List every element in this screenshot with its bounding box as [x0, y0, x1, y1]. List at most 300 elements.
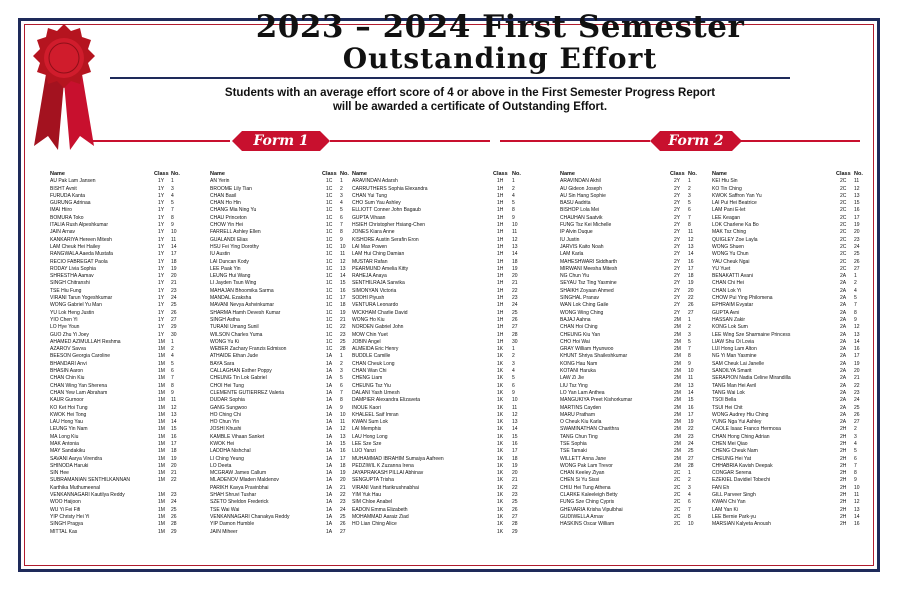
student-class: 1K	[497, 404, 504, 411]
student-number: 18	[688, 273, 694, 280]
student-class: 1A	[326, 360, 333, 367]
student-name: WU Yi Fei Fifi	[50, 506, 81, 513]
student-class: 2Y	[674, 273, 681, 280]
list-item	[560, 324, 710, 331]
student-number: 5	[854, 448, 857, 455]
student-class: 2M	[674, 404, 681, 411]
student-name: CHOW Pui Ying Philomena	[712, 295, 773, 302]
student-number: 3	[340, 368, 343, 375]
student-name: SZETO Sheldon Frederick	[210, 499, 269, 506]
student-class: 1H	[497, 200, 504, 207]
student-class: 2M	[674, 462, 681, 469]
student-name: TSUI Hei Chit	[712, 404, 743, 411]
student-name: LI Jayden Tsun Wing	[210, 280, 257, 287]
student-name: WONG Shuen	[712, 243, 744, 250]
list-item	[50, 434, 210, 441]
student-name: LAI Pui Hei Beatrice	[712, 200, 757, 207]
form1-ribbon-line-left	[90, 140, 230, 142]
list-item	[50, 302, 210, 309]
student-name: KONG Hau Nam	[560, 360, 598, 367]
student-number: 10	[340, 243, 346, 250]
student-name: CHHABRIA Kavish Deepak	[712, 462, 773, 469]
student-number: 8	[688, 222, 691, 229]
list-item	[210, 302, 352, 309]
student-class: 1A	[326, 448, 333, 455]
header-name: Name	[560, 171, 575, 177]
student-name: KOTANI Haruka	[560, 368, 596, 375]
student-number: 23	[512, 492, 518, 499]
list-item	[352, 485, 530, 492]
list-item	[210, 280, 352, 287]
student-name: AHAMED AZIMULLAH Reshma	[50, 338, 121, 345]
student-number: 28	[512, 521, 518, 528]
student-name: LAW Zi Jie	[560, 375, 584, 382]
list-item	[50, 514, 210, 521]
student-class: 1M	[158, 470, 165, 477]
list-item	[50, 186, 210, 193]
header-no: No.	[340, 171, 349, 177]
student-name: BASU Aadrita	[560, 200, 591, 207]
student-name: QUIGLEY Zoe Layla	[712, 236, 758, 243]
student-name: WILLETT Anna Jane	[560, 455, 607, 462]
list-item	[560, 434, 710, 441]
list-item	[560, 193, 710, 200]
student-class: 1A	[326, 419, 333, 426]
student-number: 22	[688, 295, 694, 302]
student-name: MIRWANI Meesha Mitesh	[560, 265, 618, 272]
student-name: LAU Hong Long	[352, 433, 388, 440]
student-class: 1H	[497, 229, 504, 236]
student-name: YUNG Nga Yui Ashley	[712, 419, 762, 426]
list-item	[560, 375, 710, 382]
list-item	[50, 383, 210, 390]
student-number: 15	[340, 440, 346, 447]
student-number: 14	[171, 243, 177, 250]
student-number: 10	[340, 411, 346, 418]
list-item	[50, 477, 210, 484]
list-item	[352, 186, 530, 193]
student-number: 22	[340, 324, 346, 331]
student-name: GUDIWELLA Arnav	[560, 513, 604, 520]
student-class: 2C	[674, 499, 681, 506]
student-number: 6	[340, 382, 343, 389]
student-name: SODHI Piyush	[352, 295, 385, 302]
student-name: BENAKATTI Avani	[712, 273, 753, 280]
student-class: 1C	[326, 236, 333, 243]
list-item	[352, 361, 530, 368]
list-item	[210, 237, 352, 244]
student-number: 15	[340, 280, 346, 287]
student-class: 2H	[840, 513, 847, 520]
student-name: BAJAJ Aahna	[560, 316, 591, 323]
student-number: 7	[688, 506, 691, 513]
student-number: 19	[340, 470, 346, 477]
list-item	[712, 193, 872, 200]
list-item	[560, 463, 710, 470]
student-number: 21	[340, 316, 346, 323]
list-item	[352, 251, 530, 258]
student-name: LAM Hui Ching Damian	[352, 251, 405, 258]
student-number: 28	[688, 462, 694, 469]
student-number: 8	[688, 513, 691, 520]
student-name: CHOI Hei Tung	[210, 382, 244, 389]
list-item	[50, 266, 210, 273]
student-name: HO Lian Ching Alice	[352, 521, 397, 528]
student-number: 14	[340, 273, 346, 280]
student-number: 16	[171, 433, 177, 440]
student-name: ITALIA Rush Alpeshkumar	[50, 222, 108, 229]
student-number: 16	[854, 207, 860, 214]
student-class: 1A	[326, 375, 333, 382]
list-item	[560, 456, 710, 463]
list-item	[210, 339, 352, 346]
student-number: 2	[854, 426, 857, 433]
student-number: 11	[340, 419, 346, 426]
student-class: 2M	[674, 433, 681, 440]
student-name: LAU Hong Yau	[50, 419, 83, 426]
student-number: 13	[340, 265, 346, 272]
student-class: 1Y	[158, 265, 165, 272]
student-number: 26	[512, 316, 518, 323]
student-class: 2H	[840, 433, 847, 440]
header-name: Name	[352, 171, 367, 177]
student-class: 1Y	[158, 331, 165, 338]
student-class: 2A	[840, 368, 847, 375]
student-name: CHOW Yin Hei	[210, 222, 244, 229]
student-class: 1H	[497, 265, 504, 272]
student-name: KWAN Chi Yan	[712, 499, 746, 506]
list-item	[352, 215, 530, 222]
student-class: 2A	[840, 309, 847, 316]
student-name: CHAN Wing Yan Sherena	[50, 382, 108, 389]
student-number: 27	[688, 309, 694, 316]
student-number: 14	[854, 338, 860, 345]
student-number: 4	[171, 192, 174, 199]
student-class: 1M	[158, 353, 165, 360]
list-item	[712, 397, 872, 404]
student-class: 1A	[326, 389, 333, 396]
student-name: MOHAMMAD Aaraiz Ziad	[352, 513, 409, 520]
student-number: 14	[688, 389, 694, 396]
student-name: CHENG Cheuk Nam	[712, 448, 758, 455]
list-item	[712, 361, 872, 368]
list-item	[210, 390, 352, 397]
student-name: BOMURA Toko	[50, 214, 84, 221]
student-number: 10	[512, 397, 518, 404]
student-class: 2M	[674, 419, 681, 426]
list-item	[712, 514, 872, 521]
list-item	[50, 178, 210, 185]
student-number: 9	[171, 222, 174, 229]
student-number: 27	[512, 324, 518, 331]
list-item	[712, 280, 872, 287]
student-number: 1	[512, 346, 515, 353]
student-class: 1M	[158, 411, 165, 418]
student-name: INOUE Kaori	[352, 404, 381, 411]
student-class: 2A	[840, 302, 847, 309]
student-number: 13	[512, 243, 518, 250]
student-class: 1M	[158, 477, 165, 484]
list-item	[210, 361, 352, 368]
student-number: 24	[512, 302, 518, 309]
form1-ribbon-line-right	[330, 140, 490, 142]
student-class: 1K	[497, 521, 504, 528]
student-name: JARVIS Kaito Noah	[560, 243, 604, 250]
student-name: CHAN Keeley Ziyan	[560, 470, 605, 477]
student-class: 1M	[158, 389, 165, 396]
student-class: 1C	[326, 280, 333, 287]
list-item	[560, 222, 710, 229]
student-name: SUBRAMANIAN SENTHILKANNAN	[50, 477, 131, 484]
student-class: 1H	[497, 222, 504, 229]
student-name: FAN Eh	[712, 484, 730, 491]
student-name: MAY Sandakiku	[50, 448, 86, 455]
list-item	[712, 273, 872, 280]
list-item	[712, 485, 872, 492]
student-class: 1H	[497, 302, 504, 309]
student-number: 13	[512, 419, 518, 426]
list-item	[560, 412, 710, 419]
student-class: 2Y	[674, 287, 681, 294]
student-class: 1H	[497, 251, 504, 258]
student-class: 2Y	[674, 178, 681, 185]
student-number: 9	[512, 214, 515, 221]
student-number: 11	[171, 397, 177, 404]
student-name: CHAN Basil	[210, 192, 237, 199]
student-number: 15	[171, 426, 177, 433]
student-name: AU Pak Lam Jansen	[50, 178, 96, 185]
student-class: 1K	[497, 470, 504, 477]
student-number: 1	[688, 470, 691, 477]
student-name: TSE Sophia	[560, 440, 587, 447]
student-number: 2	[512, 185, 515, 192]
student-class: 1H	[497, 192, 504, 199]
student-class: 2A	[840, 280, 847, 287]
student-number: 9	[340, 236, 343, 243]
student-class: 2A	[840, 316, 847, 323]
list-item	[210, 470, 352, 477]
list-item	[50, 222, 210, 229]
student-number: 19	[512, 265, 518, 272]
list-item	[50, 324, 210, 331]
student-number: 24	[171, 295, 177, 302]
student-name: MARSIAN Kalyeta Anoush	[712, 521, 771, 528]
list-item	[352, 346, 530, 353]
student-number: 23	[171, 287, 177, 294]
student-name: WONG Audrey Hiu Ching	[712, 411, 769, 418]
list-item	[210, 353, 352, 360]
list-item	[712, 412, 872, 419]
student-number: 20	[854, 368, 860, 375]
student-class: 2C	[840, 258, 847, 265]
list-item	[210, 529, 352, 536]
student-name: WILSON Charles Yuma	[210, 331, 263, 338]
student-number: 20	[688, 287, 694, 294]
student-number: 22	[512, 484, 518, 491]
student-name: RANGWALA Aaeda Mustafa	[50, 251, 113, 258]
student-class: 1H	[497, 258, 504, 265]
header-class: Class	[836, 171, 851, 177]
student-class: 2M	[674, 426, 681, 433]
list-item	[210, 492, 352, 499]
student-number: 20	[512, 273, 518, 280]
list-item	[210, 441, 352, 448]
student-name: PEDZIWIL K Zuzanna Irena	[352, 462, 414, 469]
student-class: 1K	[497, 499, 504, 506]
student-class: 1M	[158, 338, 165, 345]
student-class: 1M	[158, 448, 165, 455]
student-name: MA Long Kiu	[50, 433, 79, 440]
student-name: JAYAPRAKASH PILLAI Abhinav	[352, 470, 424, 477]
student-class: 2Y	[674, 222, 681, 229]
list-item	[50, 426, 210, 433]
list-item	[210, 499, 352, 506]
student-class: 2C	[840, 229, 847, 236]
student-class: 1C	[326, 338, 333, 345]
column-header	[210, 171, 352, 178]
student-name: WONG Yu Ki	[210, 338, 240, 345]
student-number: 4	[512, 192, 515, 199]
student-name: CHENG Liam	[352, 375, 383, 382]
header-name: Name	[712, 171, 727, 177]
student-name: LIAW Shu Oi Lovia	[712, 338, 755, 345]
student-number: 19	[688, 419, 694, 426]
list-item	[50, 456, 210, 463]
student-number: 8	[688, 353, 691, 360]
student-class: 1Y	[158, 302, 165, 309]
student-name: IU Austin	[210, 251, 231, 258]
list-item	[560, 207, 710, 214]
list-item	[50, 361, 210, 368]
student-class: 2H	[840, 477, 847, 484]
student-number: 25	[171, 506, 177, 513]
student-name: LEE Sze Sze	[352, 440, 382, 447]
student-name: LAM Yan Ki	[712, 506, 738, 513]
student-class: 2Y	[674, 243, 681, 250]
list-item	[712, 266, 872, 273]
student-number: 17	[688, 411, 694, 418]
student-class: 2M	[674, 382, 681, 389]
list-item	[560, 448, 710, 455]
student-number: 9	[171, 389, 174, 396]
list-item	[210, 186, 352, 193]
student-class: 2C	[840, 185, 847, 192]
student-name: BHASIN Aaron	[50, 368, 84, 375]
list-item	[560, 514, 710, 521]
student-number: 23	[688, 433, 694, 440]
student-class: 1H	[497, 280, 504, 287]
student-number: 23	[854, 236, 860, 243]
student-name: KWOK Hei Tong	[50, 411, 87, 418]
list-item	[352, 390, 530, 397]
student-number: 1	[340, 178, 343, 185]
list-item	[352, 324, 530, 331]
student-class: 2M	[674, 338, 681, 345]
student-name: MAHAJAN Bhoomika Sarma	[210, 287, 274, 294]
student-name: ARAVINDAN Akhil	[560, 178, 601, 185]
student-class: 2A	[840, 338, 847, 345]
list-item	[210, 178, 352, 185]
student-class: 2A	[840, 273, 847, 280]
student-number: 1	[171, 178, 174, 185]
form1-label: Form 1	[253, 133, 309, 149]
student-class: 1M	[158, 433, 165, 440]
student-number: 5	[171, 360, 174, 367]
student-number: 11	[512, 404, 518, 411]
student-name: SHINODA Haruki	[50, 462, 89, 469]
student-name: CAOLE Isaac Franco Hermosa	[712, 426, 781, 433]
student-class: 2M	[674, 368, 681, 375]
student-number: 16	[854, 346, 860, 353]
student-class: 1Y	[158, 280, 165, 287]
student-name: MUHAMMAD IBRAHIM Sumaiya Aafreen	[352, 455, 444, 462]
student-class: 2H	[840, 506, 847, 513]
list-item	[50, 259, 210, 266]
student-number: 26	[854, 411, 860, 418]
student-class: 2Y	[674, 192, 681, 199]
student-number: 10	[688, 521, 694, 528]
student-number: 23	[854, 389, 860, 396]
list-item	[210, 383, 352, 390]
student-name: SINGH Pragya	[50, 521, 84, 528]
student-name: VIRANI Tarun Yogeshkumar	[50, 295, 113, 302]
student-name: GILL Parveer Singh	[712, 492, 756, 499]
student-number: 28	[340, 346, 346, 353]
student-class: 2M	[674, 455, 681, 462]
list-item	[712, 222, 872, 229]
student-class: 1C	[326, 258, 333, 265]
student-name: MAK Antonia	[50, 440, 79, 447]
student-class: 2M	[674, 353, 681, 360]
student-class: 1C	[326, 273, 333, 280]
student-name: ATHAIDE Ethan Jude	[210, 353, 258, 360]
list-item	[352, 244, 530, 251]
student-name: IP Alvin Duque	[560, 229, 593, 236]
intro-line-2: will be awarded a certificate of Outstanding Effort.	[332, 101, 608, 113]
student-number: 21	[512, 280, 518, 287]
list-item	[210, 412, 352, 419]
student-class: 2M	[674, 411, 681, 418]
student-number: 26	[688, 302, 694, 309]
student-class: 2C	[840, 214, 847, 221]
student-class: 1C	[326, 331, 333, 338]
student-class: 1H	[497, 214, 504, 221]
list-item	[560, 251, 710, 258]
student-number: 12	[171, 404, 177, 411]
list-item	[560, 397, 710, 404]
student-name: BISHOP Lola Mei	[560, 207, 600, 214]
list-item	[352, 507, 530, 514]
list-item	[352, 295, 530, 302]
student-number: 26	[171, 309, 177, 316]
header-class: Class	[322, 171, 337, 177]
student-class: 1H	[497, 295, 504, 302]
list-item	[560, 346, 710, 353]
student-class: 1H	[497, 324, 504, 331]
list-item	[210, 229, 352, 236]
student-number: 5	[688, 200, 691, 207]
student-class: 2C	[674, 513, 681, 520]
student-class: 1Y	[158, 324, 165, 331]
student-name: CHAN Hong Ching Adrian	[712, 433, 770, 440]
list-item	[50, 412, 210, 419]
student-name: GUPTA Vihaan	[352, 214, 386, 221]
student-name: KO Ket Hoi Tung	[50, 404, 88, 411]
student-number: 10	[512, 222, 518, 229]
student-number: 7	[340, 389, 343, 396]
student-number: 27	[688, 455, 694, 462]
student-class: 1A	[326, 404, 333, 411]
